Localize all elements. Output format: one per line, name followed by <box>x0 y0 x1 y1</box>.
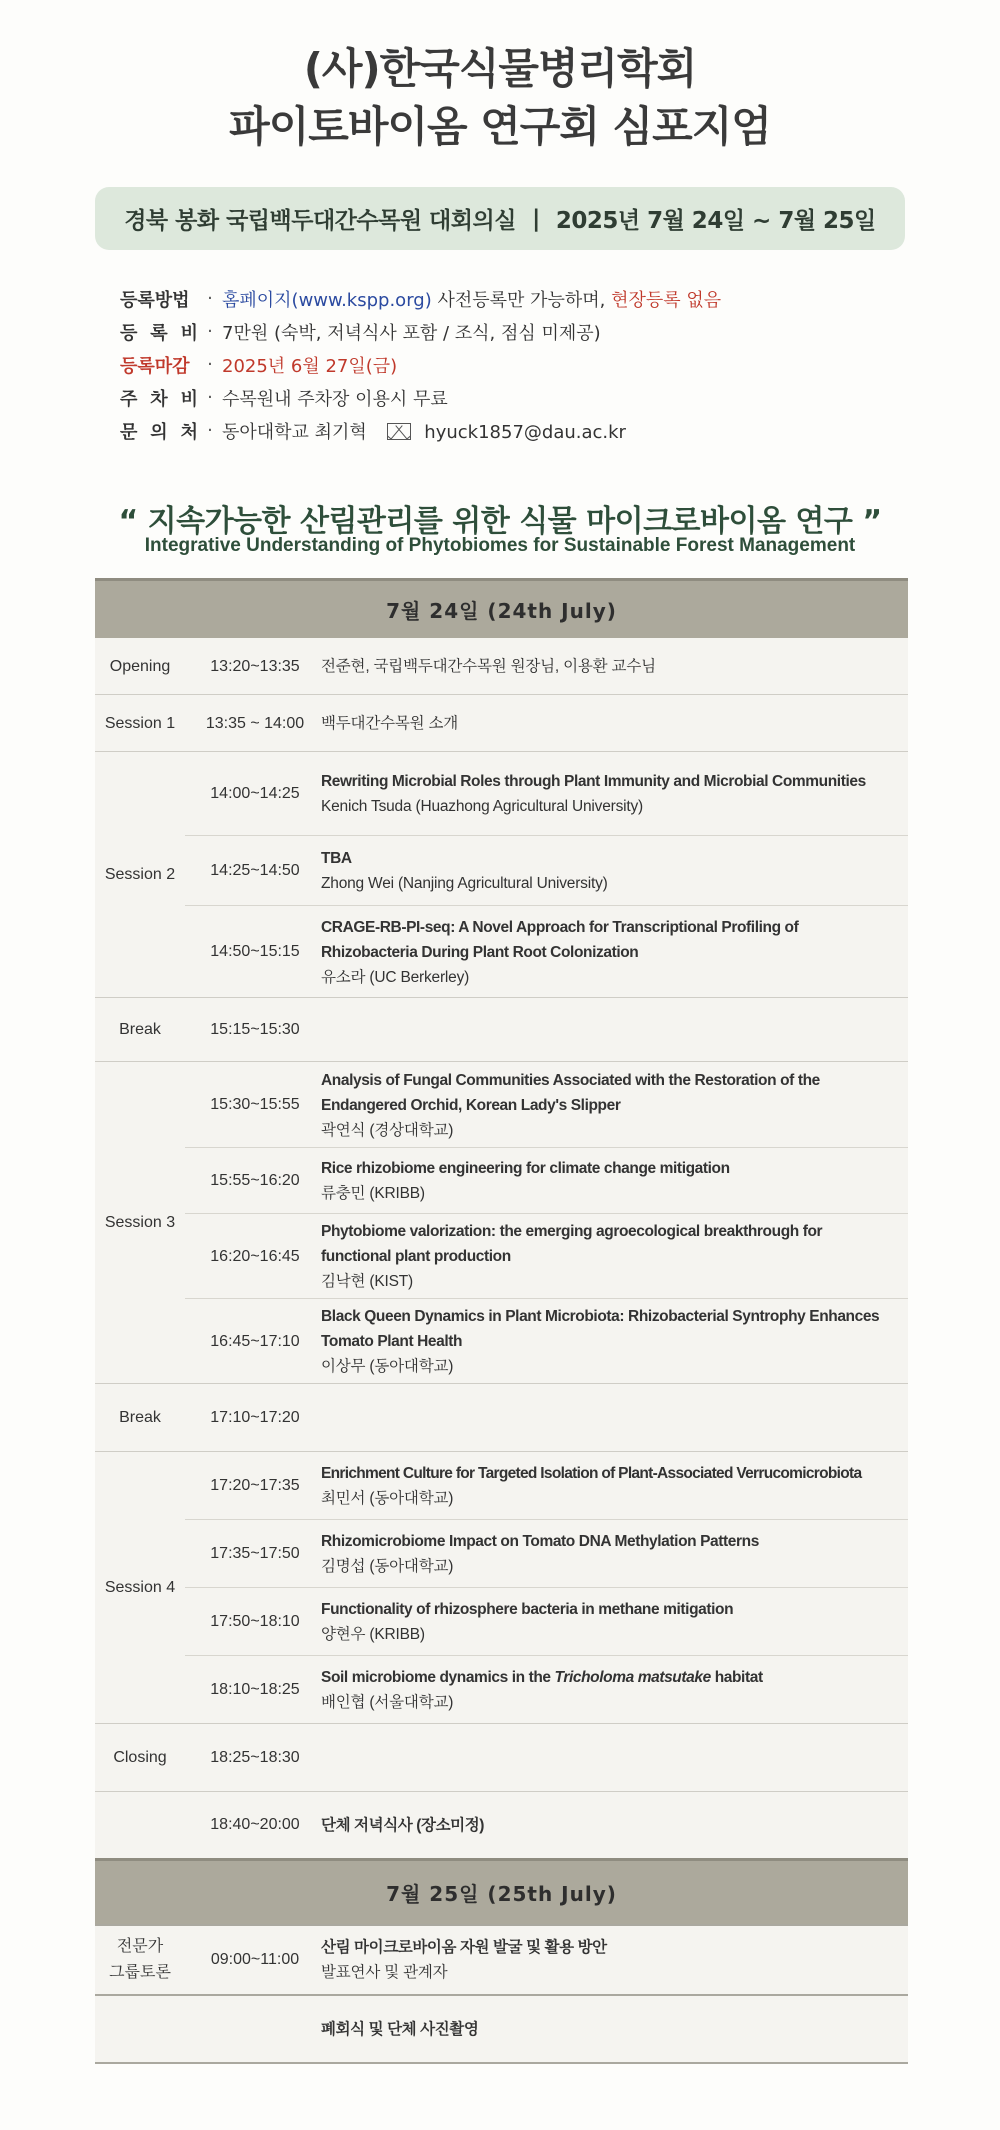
venue-separator: | <box>531 205 540 232</box>
info-method-note: 현장등록 없음 <box>611 289 722 311</box>
schedule-row-talk <box>185 1452 908 1520</box>
talk-title: Rewriting Microbial Roles through Plant Immunity and Microbial Communities <box>321 773 866 790</box>
time-label: 14:00~14:25 <box>210 785 300 802</box>
talk-speaker: 곽연식 (경상대학교) <box>321 1121 454 1139</box>
session4-label: Session 4 <box>95 1452 185 1724</box>
time-label: 13:35 ~ 14:00 <box>205 714 305 732</box>
talk-speaker: 김명섭 (동아대학교) <box>321 1558 454 1575</box>
talk-title: Rice rhizobiome engineering for climate change mitigation <box>321 1160 730 1177</box>
session-label: Session 1 <box>104 714 176 732</box>
talk-title-cont: Endangered Orchid, Korean Lady's Slipper <box>321 1096 621 1114</box>
title-line-1: (사)한국식물병리학회 <box>303 44 697 93</box>
time-label: 18:25~18:30 <box>210 1749 300 1766</box>
info-deadline <box>120 348 900 381</box>
info-fee-label: 등 록 비 <box>120 322 198 344</box>
schedule-row-talk <box>185 1520 908 1588</box>
info-fee <box>120 315 900 348</box>
schedule-row-break <box>95 998 908 1062</box>
schedule-row-opening <box>95 638 908 695</box>
talk-speaker: 최민서 (동아대학교) <box>321 1490 454 1507</box>
day1-schedule <box>95 638 908 1858</box>
session2-label: Session 2 <box>95 752 185 998</box>
time-label: 15:15~15:30 <box>210 1021 300 1038</box>
contact-person: 동아대학교 최기혁 <box>222 421 367 443</box>
schedule-row-session1 <box>95 695 908 752</box>
talk-title-post: habitat <box>710 1669 763 1686</box>
time-label: 17:50~18:10 <box>210 1613 300 1630</box>
talk-title-cont: functional plant production <box>321 1248 511 1265</box>
info-deadline-dot: · <box>207 354 213 375</box>
session1-text: 백두대간수목원 소개 <box>321 715 459 732</box>
info-method-text: 사전등록만 가능하며, <box>437 289 606 311</box>
time-label: 09:00~11:00 <box>210 1951 300 1968</box>
time-label: 14:50~15:15 <box>210 943 300 960</box>
time-label: 13:20~13:35 <box>210 657 300 675</box>
schedule-row-closing <box>95 1724 908 1792</box>
schedule-row-talk <box>185 752 908 836</box>
info-method-value <box>222 286 721 312</box>
info-parking <box>120 381 900 414</box>
talk-title-pre: Soil microbiome dynamics in the <box>321 1669 555 1686</box>
talk-speaker: 김낙현 (KIST) <box>321 1273 414 1290</box>
time-label: 18:40~20:00 <box>210 1816 300 1833</box>
info-parking-value: 수목원내 주차장 이용시 무료 <box>222 388 448 410</box>
schedule-row-talk <box>185 1299 908 1384</box>
talk-title: Black Queen Dynamics in Plant Microbiota: Rhizobacterial Syntrophy Enhances <box>321 1308 880 1325</box>
talk-title: Analysis of Fungal Communities Associated with the Restoration of the <box>321 1071 820 1089</box>
schedule-row-dinner <box>95 1792 908 1858</box>
schedule-row-final <box>95 1996 908 2064</box>
session-label: Break <box>119 1409 161 1426</box>
venue-place: 경북 봉화 국립백두대간수목원 대회의실 <box>124 208 516 234</box>
talk-speaker: 이상무 (동아대학교) <box>321 1358 454 1375</box>
talk-title-italic: Tricholoma matsutake <box>554 1669 711 1686</box>
venue-dates: 2025년 7월 24일 ~ 7월 25일 <box>555 208 876 234</box>
day1-header: 7월 24일 (24th July) <box>95 578 908 638</box>
homepage-link[interactable]: 홈페이지(www.kspp.org) <box>222 289 432 311</box>
schedule-row-talk <box>185 1588 908 1656</box>
info-contact-label: 문 의 처 <box>120 421 198 443</box>
discussion-sub: 발표연사 및 관계자 <box>321 1964 448 1981</box>
session-label: Opening <box>109 657 171 675</box>
talk-speaker: 류충민 (KRIBB) <box>321 1185 425 1202</box>
info-deadline-label: 등록마감 <box>120 355 190 377</box>
talk-title: Enrichment Culture for Targeted Isolation of Plant-Associated Verrucomicrobiota <box>321 1465 862 1482</box>
talk-title: Rhizomicrobiome Impact on Tomato DNA Methylation Patterns <box>321 1533 759 1550</box>
time-label: 16:45~17:10 <box>210 1332 300 1350</box>
session-label: Closing <box>113 1749 167 1766</box>
info-fee-value: 7만원 (숙박, 저녁식사 포함 / 조식, 점심 미제공) <box>222 322 601 344</box>
schedule-row-talk <box>185 1062 908 1148</box>
session-label: Break <box>119 1021 161 1038</box>
talk-title: Functionality of rhizosphere bacteria in methane mitigation <box>321 1601 734 1618</box>
info-deadline-value: 2025년 6월 27일(금) <box>222 355 398 377</box>
talk-title: TBA <box>321 850 352 867</box>
info-method <box>120 282 900 315</box>
info-parking-dot: · <box>207 387 213 408</box>
info-method-label: 등록방법 <box>120 289 190 311</box>
info-fee-dot: · <box>207 321 213 342</box>
schedule-row-break <box>95 1384 908 1452</box>
time-label: 18:10~18:25 <box>210 1681 300 1698</box>
schedule-row-talk <box>185 1214 908 1299</box>
time-label: 14:25~14:50 <box>210 862 300 879</box>
time-label: 15:30~15:55 <box>210 1096 300 1113</box>
talk-title: Phytobiome valorization: the emerging agroecological breakthrough for <box>321 1223 823 1240</box>
schedule-row-talk <box>185 1656 908 1724</box>
title-line-2: 파이토바이옴 연구회 심포지엄 <box>229 102 771 151</box>
mail-icon <box>387 423 411 440</box>
time-label: 17:35~17:50 <box>210 1545 300 1562</box>
talk-title: CRAGE-RB-PI-seq: A Novel Approach for Transcriptional Profiling of <box>321 918 799 936</box>
talk-title-cont: Tomato Plant Health <box>321 1333 463 1350</box>
schedule-row-talk <box>185 906 908 998</box>
time-label: 17:20~17:35 <box>210 1477 300 1494</box>
session3-label: Session 3 <box>95 1062 185 1384</box>
schedule-row-discussion <box>95 1926 908 1996</box>
session-label-line1: 전문가 <box>116 1938 164 1955</box>
talk-title <box>321 1665 911 1690</box>
info-contact-dot: · <box>207 420 213 441</box>
discussion-title: 산림 마이크로바이옴 자원 발굴 및 활용 방안 <box>321 1939 607 1956</box>
theme-english: Integrative Understanding of Phytobiomes for Sustainable Forest Management <box>144 535 856 556</box>
schedule-row-talk <box>185 836 908 906</box>
session-label <box>95 1926 185 1994</box>
day2-header: 7월 25일 (25th July) <box>95 1858 908 1924</box>
talk-speaker: Zhong Wei (Nanjing Agricultural University) <box>321 875 608 892</box>
talk-speaker: 배인협 (서울대학교) <box>321 1694 454 1711</box>
theme-korean: “ 지속가능한 산림관리를 위한 식물 마이크로바이옴 연구 ” <box>118 504 882 539</box>
info-contact <box>120 414 900 447</box>
contact-email[interactable]: hyuck1857@dau.ac.kr <box>424 421 626 443</box>
info-contact-value <box>222 418 626 444</box>
info-parking-label: 주 차 비 <box>120 388 198 410</box>
final-closing-text: 폐회식 및 단체 사진촬영 <box>321 2020 479 2038</box>
time-label: 16:20~16:45 <box>210 1247 300 1265</box>
dinner-text: 단체 저녁식사 (장소미정) <box>321 1816 485 1834</box>
talk-speaker: 유소라 (UC Berkerley) <box>321 968 470 986</box>
time-label: 15:55~16:20 <box>210 1172 300 1189</box>
day2-schedule <box>95 1924 908 2064</box>
time-label: 17:10~17:20 <box>210 1409 300 1426</box>
schedule-row-talk <box>185 1148 908 1214</box>
talk-speaker: Kenich Tsuda (Huazhong Agricultural University) <box>321 798 644 815</box>
opening-text: 전준현, 국립백두대간수목원 원장님, 이용환 교수님 <box>321 658 656 675</box>
session-label-line2: 그룹토론 <box>109 1964 171 1981</box>
page-title <box>0 40 1000 156</box>
talk-speaker: 양현우 (KRIBB) <box>321 1626 425 1643</box>
talk-title-cont: Rhizobacteria During Plant Root Colonization <box>321 943 639 961</box>
info-method-dot: · <box>207 288 213 309</box>
registration-info <box>120 282 900 447</box>
venue-banner <box>95 187 905 250</box>
